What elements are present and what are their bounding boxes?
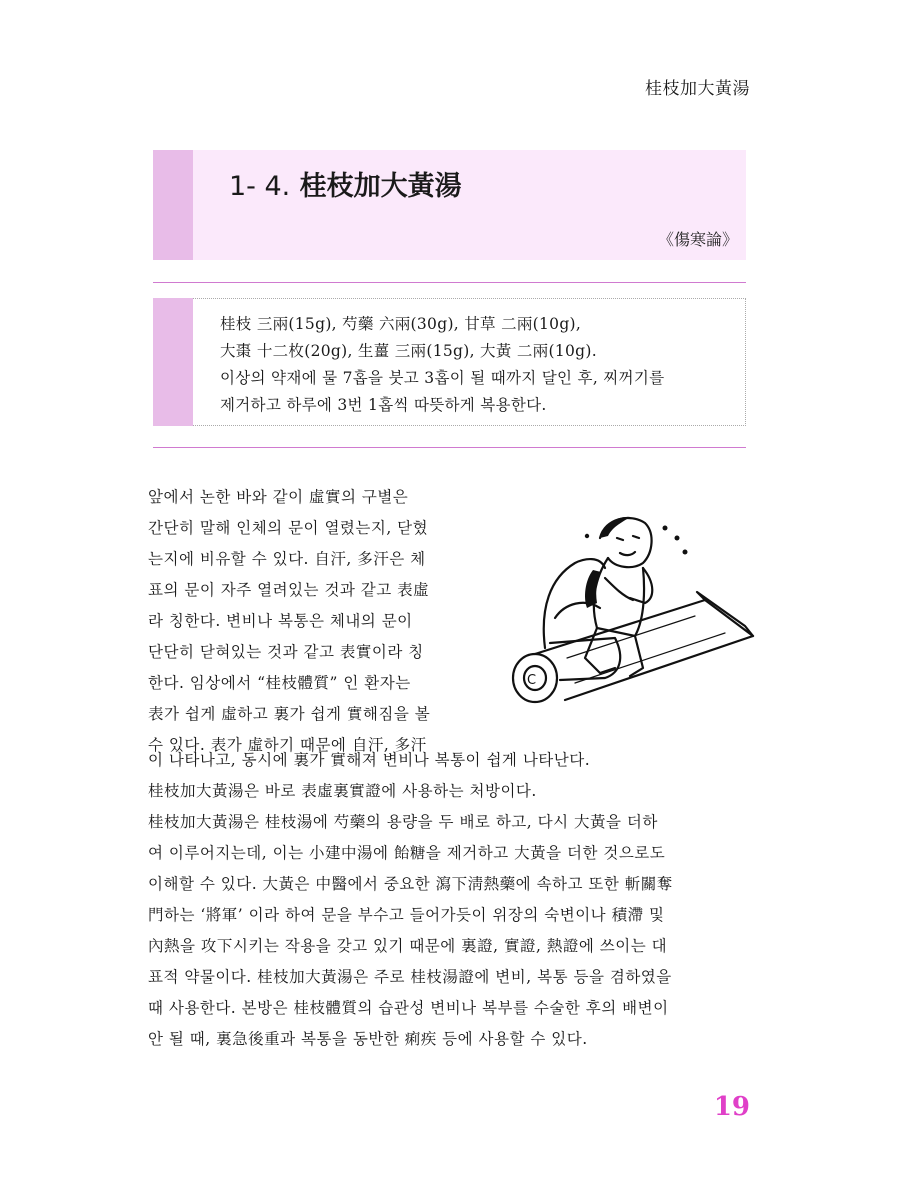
prescription-line: 이상의 약재에 물 7홉을 붓고 3홉이 될 때까지 달인 후, 찌꺼기를 [220, 369, 665, 387]
section-title: 桂枝加大黃湯 [299, 171, 462, 202]
prescription-accent-tab [153, 298, 193, 426]
body-line: 표의 문이 자주 열려있는 것과 같고 表虛 [148, 581, 430, 599]
body-line: 간단히 말해 인체의 문이 열렸는지, 닫혔 [148, 519, 429, 537]
body-line: 라 칭한다. 변비나 복통은 체내의 문이 [148, 612, 413, 630]
title-accent-tab [153, 150, 193, 260]
prescription-line: 제거하고 하루에 3번 1홉씩 따뜻하게 복용한다. [220, 396, 547, 414]
body-line: 수 있다. 表가 虛하기 때문에 自汗, 多汗 [148, 736, 427, 754]
prescription-line: 大棗 十二枚(20g), 生薑 三兩(15g), 大黃 二兩(10g). [220, 342, 597, 360]
prescription-box [153, 298, 746, 426]
body-line: 단단히 닫혀있는 것과 같고 表實이라 칭 [148, 643, 424, 661]
body-line: 桂枝加大黃湯은 桂枝湯에 芍藥의 용량을 두 배로 하고, 다시 大黃을 더하 [148, 813, 658, 831]
body-full-text [148, 745, 758, 1055]
divider-top [153, 282, 746, 283]
body-line: 표적 약물이다. 桂枝加大黃湯은 주로 桂枝湯證에 변비, 복통 등을 겸하였을 [148, 968, 672, 986]
body-line: 는지에 비유할 수 있다. 自汗, 多汗은 체 [148, 550, 426, 568]
section-number: 1- 4. [229, 171, 291, 202]
body-line: 表가 쉽게 虛하고 裏가 쉽게 實해짐을 볼 [148, 705, 431, 723]
body-line: 한다. 임상에서 “桂枝體質” 인 환자는 [148, 674, 411, 692]
title-box [153, 150, 746, 260]
page-number: 19 [713, 1092, 750, 1122]
body-line: 여 이루어지는데, 이는 小建中湯에 飴糖을 제거하고 大黃을 더한 것으로도 [148, 844, 666, 862]
body-line: 이해할 수 있다. 大黃은 中醫에서 중요한 瀉下淸熱藥에 속하고 또한 斬關奪 [148, 875, 673, 893]
body-line: 門하는 ‘將軍’ 이라 하여 문을 부수고 들어가듯이 위장의 숙변이나 積滯 및 [148, 906, 665, 924]
body-line: 이 나타나고, 동시에 裏가 實해져 변비나 복통이 쉽게 나타난다. [148, 751, 591, 769]
prescription-content [193, 298, 746, 426]
divider-bottom [153, 447, 746, 448]
body-line: 때 사용한다. 본방은 桂枝體質의 습관성 변비나 복부를 수술한 후의 배변이 [148, 999, 669, 1017]
body-wrapped-text [148, 482, 493, 761]
body-line: 앞에서 논한 바와 같이 虛實의 구별은 [148, 488, 409, 506]
body-line: 內熱을 攻下시키는 작용을 갖고 있기 때문에 裏證, 實證, 熱證에 쓰이는 대 [148, 937, 668, 955]
prescription-line: 桂枝 三兩(15g), 芍藥 六兩(30g), 甘草 二兩(10g), [220, 315, 582, 333]
constipation-cartoon-illustration [505, 508, 760, 708]
page-title [229, 164, 462, 203]
source-citation: 《傷寒論》 [657, 230, 738, 249]
body-line: 안 될 때, 裏急後重과 복통을 동반한 痢疾 등에 사용할 수 있다. [148, 1030, 588, 1048]
running-head: 桂枝加大黃湯 [645, 79, 750, 99]
svg-text:C: C [527, 673, 537, 688]
body-line: 桂枝加大黃湯은 바로 表虛裏實證에 사용하는 처방이다. [148, 782, 537, 800]
